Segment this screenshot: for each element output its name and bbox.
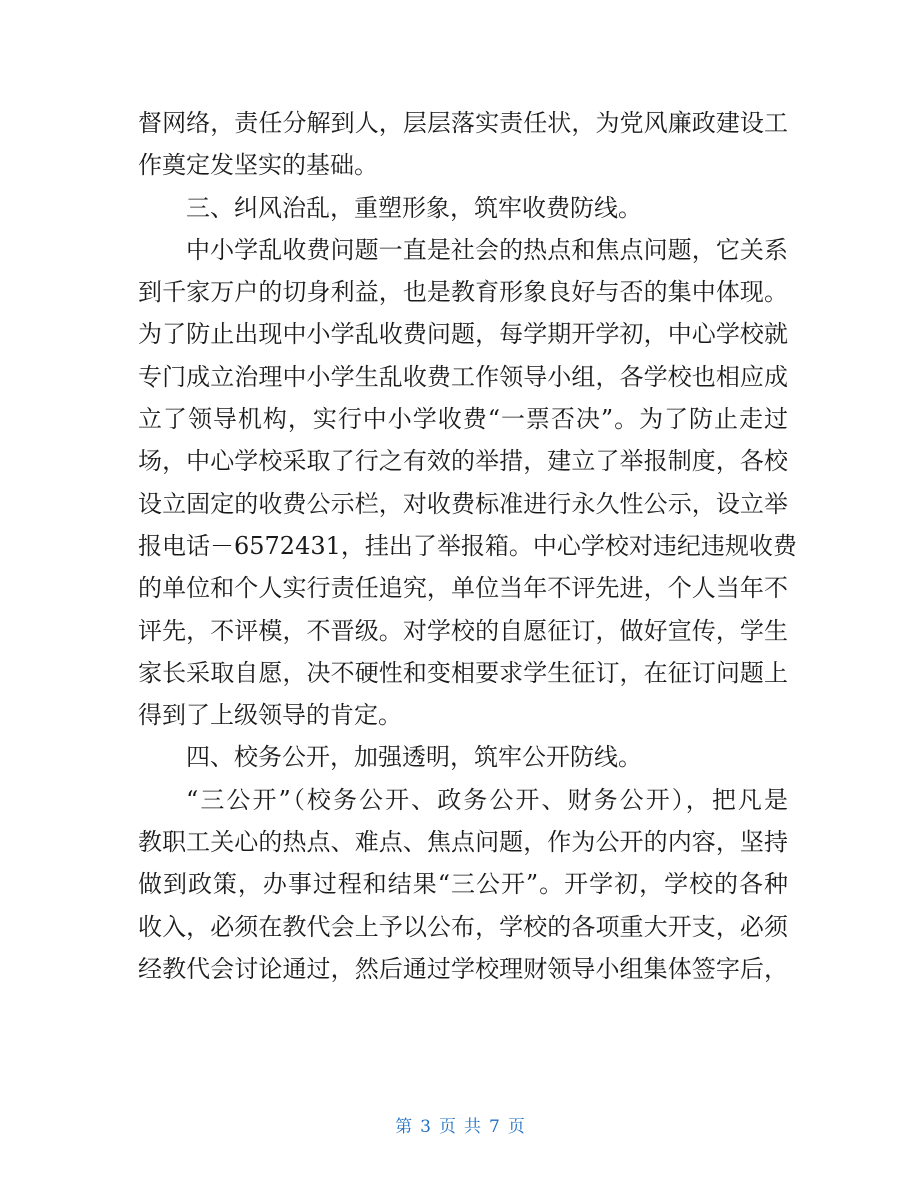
- footer-total-pages: 7: [489, 1117, 500, 1137]
- text-line: 作奠定发坚实的基础。: [138, 151, 378, 180]
- footer-total-label: 共: [464, 1117, 481, 1137]
- text-line: 立了领导机构，实行中小学收费“一票否决”。为了防止走过: [138, 405, 788, 434]
- text-line: 评先，不评模，不晋级。对学校的自愿征订，做好宣传，学生: [138, 616, 788, 645]
- text-line: 四、校务公开，加强透明，筑牢公开防线。: [186, 743, 642, 772]
- text-line: 场，中心学校采取了行之有效的举措，建立了举报制度，各校: [138, 447, 788, 476]
- text-line: 设立固定的收费公示栏，对收费标准进行永久性公示，设立举: [138, 489, 788, 518]
- text-line: 到千家万户的切身利益，也是教育形象良好与否的集中体现。: [138, 278, 788, 307]
- text-line: 家长采取自愿，决不硬性和变相要求学生征订，在征订问题上: [138, 658, 788, 687]
- footer-page-label: 页: [439, 1117, 456, 1137]
- text-line: “三公开”（校务公开、政务公开、财务公开），把凡是: [186, 785, 788, 814]
- text-line: 督网络，责任分解到人，层层落实责任状，为党风廉政建设工: [138, 109, 788, 137]
- text-line: 经教代会讨论通过，然后通过学校理财领导小组集体签字后，: [138, 954, 788, 983]
- text-line: 中小学乱收费问题一直是社会的热点和焦点问题，它关系: [186, 235, 788, 264]
- text-line: 为了防止出现中小学乱收费问题，每学期开学初，中心学校就: [138, 320, 788, 349]
- page-footer: [0, 1112, 920, 1137]
- footer-suffix: 页: [507, 1117, 525, 1137]
- footer-current-page: 3: [420, 1117, 431, 1137]
- text-line: 三、纠风治乱，重塑形象，筑牢收费防线。: [186, 193, 642, 222]
- text-line: 报电话－6572431，挂出了举报箱。中心学校对违纪违规收费: [138, 531, 797, 560]
- text-line: 的单位和个人实行责任追究，单位当年不评先进，个人当年不: [138, 574, 788, 603]
- text-line: 做到政策，办事过程和结果“三公开”。开学初，学校的各种: [138, 870, 788, 899]
- text-line: 专门成立治理中小学生乱收费工作领导小组，各学校也相应成: [138, 362, 788, 391]
- text-line: 得到了上级领导的肯定。: [138, 701, 402, 730]
- document-body: [138, 102, 797, 990]
- footer-prefix: 第: [395, 1117, 413, 1137]
- text-line: 教职工关心的热点、难点、焦点问题，作为公开的内容，坚持: [138, 828, 788, 857]
- text-line: 收入，必须在教代会上予以公布，学校的各项重大开支，必须: [138, 912, 788, 941]
